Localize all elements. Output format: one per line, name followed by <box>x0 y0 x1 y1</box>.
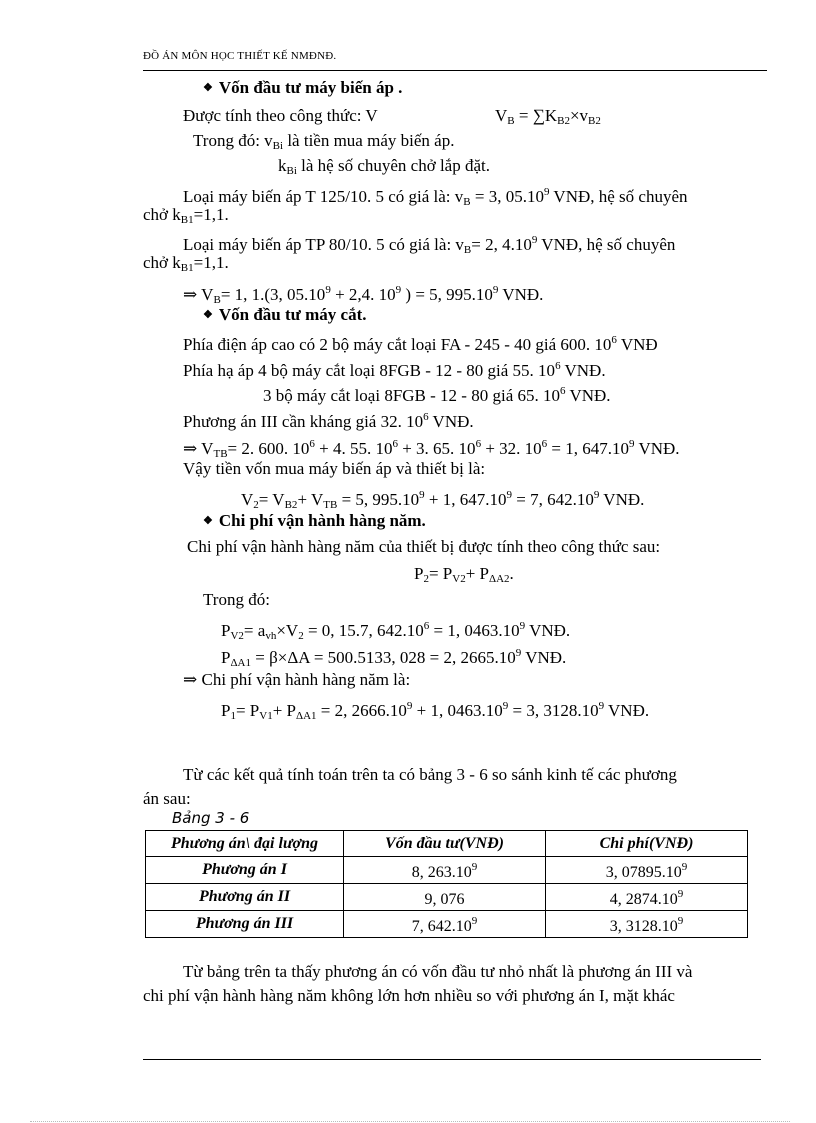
formula-intro: Được tính theo công thức: V <box>183 106 378 125</box>
breaker-line-3: 3 bộ máy cắt loại 8FGB - 12 - 80 giá 65. $10^6$ VNĐ. <box>263 385 611 405</box>
where-v: Trong đó: $v_{Bi}$ là tiền mua máy biến áp. <box>193 131 455 152</box>
page-edge-dots <box>30 1121 790 1122</box>
transformer-line-1-cont: chở $k_{B1}=1,1$. <box>143 205 229 226</box>
row-cost: 3, 07895.10$^9$ <box>546 857 748 884</box>
heading-breaker-capital: ❖ Vốn đầu tư máy cắt. <box>203 305 367 327</box>
transformer-result: ⇒ $V_B= 1$, 1.(3, $05.10^9 + 2,4$. $10^9$ ) = 5, 995.10$^9$ VNĐ. <box>183 284 544 306</box>
summary-intro-line-2: án sau: <box>143 789 191 808</box>
col-header-cost: Chi phí(VNĐ) <box>546 831 748 857</box>
row-option-name: Phương án II <box>146 884 344 911</box>
operating-conclude: ⇒ Chi phí vận hành hàng năm là: <box>183 670 411 689</box>
pv2-equation: $P_{V2}= a_{vh}\times V_2 = 0$, 15.7, $642.10^6 = 1$, 0463.10$^9$ VNĐ. <box>221 620 571 642</box>
table-row <box>146 884 748 911</box>
table-row <box>146 857 748 884</box>
heading-transformer-capital: ❖ Vốn đầu tư máy biến áp . <box>203 78 402 100</box>
row-cost: 4, 2874.10$^9$ <box>546 884 748 911</box>
where-k: $k_{Bi}$ là hệ số chuyên chở lắp đặt. <box>278 156 490 177</box>
table-row <box>146 911 748 938</box>
operating-final-equation: $P_1= P_{V1}+ P_{\Delta A1} = 2$, $2666.10^9 + 1$, $0463.10^9 = 3$, 3128.10$^9$ VNĐ. <box>221 700 650 722</box>
summary-intro-line-1: Từ các kết quả tính toán trên ta có bảng 3 - 6 so sánh kinh tế các phương <box>183 765 677 784</box>
row-option-name: Phương án III <box>146 911 344 938</box>
row-investment: 9, 076 <box>344 884 546 911</box>
breaker-line-2: Phía hạ áp 4 bộ máy cắt loại 8FGB - 12 - 80 giá 55. $10^6$ VNĐ. <box>183 360 606 380</box>
transformer-line-2: Loại máy biến áp TP 80/10. 5 có giá là: $v_B= 2$, 4.10$^9$ VNĐ, hệ số chuyên <box>183 234 676 256</box>
operating-where: Trong đó: <box>203 590 270 609</box>
total-capital-intro: Vậy tiền vốn mua máy biến áp và thiết bị là: <box>183 459 486 478</box>
row-option-name: Phương án I <box>146 857 344 884</box>
conclusion-line-1: Từ bảng trên ta thấy phương án có vốn đầu tư nhỏ nhất là phương án III và <box>183 962 693 981</box>
header-rule <box>143 70 767 71</box>
breaker-line-4: Phương án III cần kháng giá 32. $10^6$ VNĐ. <box>183 411 474 431</box>
table-caption: Bảng 3 - 6 <box>172 809 250 827</box>
operating-cost-formula: $P_2= P_{V2}+ P_{\Delta A2}$. <box>414 564 514 585</box>
table-header-row <box>146 831 748 857</box>
heading-operating-cost: ❖ Chi phí vận hành hàng năm. <box>203 511 426 533</box>
row-cost: 3, 3128.10$^9$ <box>546 911 748 938</box>
total-capital-equation: $V_2= V_{B2}+ V_{TB} = 5$, $995.10^9 + 1$, $647.10^9 = 7$, 642.10$^9$ VNĐ. <box>241 489 645 511</box>
transformer-line-1: Loại máy biến áp T 125/10. 5 có giá là: $v_B = 3$, 05.10$^9$ VNĐ, hệ số chuyên <box>183 186 688 208</box>
breaker-line-1: Phía điện áp cao có 2 bộ máy cắt loại FA - 245 - 40 giá 600. $10^6$ VNĐ <box>183 334 658 354</box>
page-header: ĐỒ ÁN MÔN HỌC THIẾT KẾ NMĐNĐ. <box>143 50 337 62</box>
conclusion-line-2: chi phí vận hành hàng năm không lớn hơn nhiều so với phương án I, mặt khác <box>143 986 675 1005</box>
transformer-line-2-cont: chở $k_{B1}=1,1$. <box>143 253 229 274</box>
row-investment: 7, 642.10$^9$ <box>344 911 546 938</box>
col-header-investment: Vốn đầu tư(VNĐ) <box>344 831 546 857</box>
row-investment: 8, 263.10$^9$ <box>344 857 546 884</box>
breaker-equation: ⇒ $V_{TB}= 2$. 600. $10^6 + 4$. 55. $10^6 + 3$. 65. $10^6 + 32$. $10^6 = 1$, 647.10$^9$ VNĐ. <box>183 438 680 460</box>
footer-rule <box>143 1059 761 1060</box>
formula-transformer: $V_B = \sum K_{B2}\times v_{B2}$ <box>495 106 601 127</box>
comparison-table <box>145 830 748 938</box>
col-header-option: Phương án\ đại lượng <box>146 831 344 857</box>
pa1-equation: $P_{\Delta A1} = \beta\times\Delta A = 500.5133$, 028 = 2, 2665.10$^9$ VNĐ. <box>221 647 567 669</box>
operating-cost-intro: Chi phí vận hành hàng năm của thiết bị được tính theo công thức sau: <box>187 537 661 556</box>
